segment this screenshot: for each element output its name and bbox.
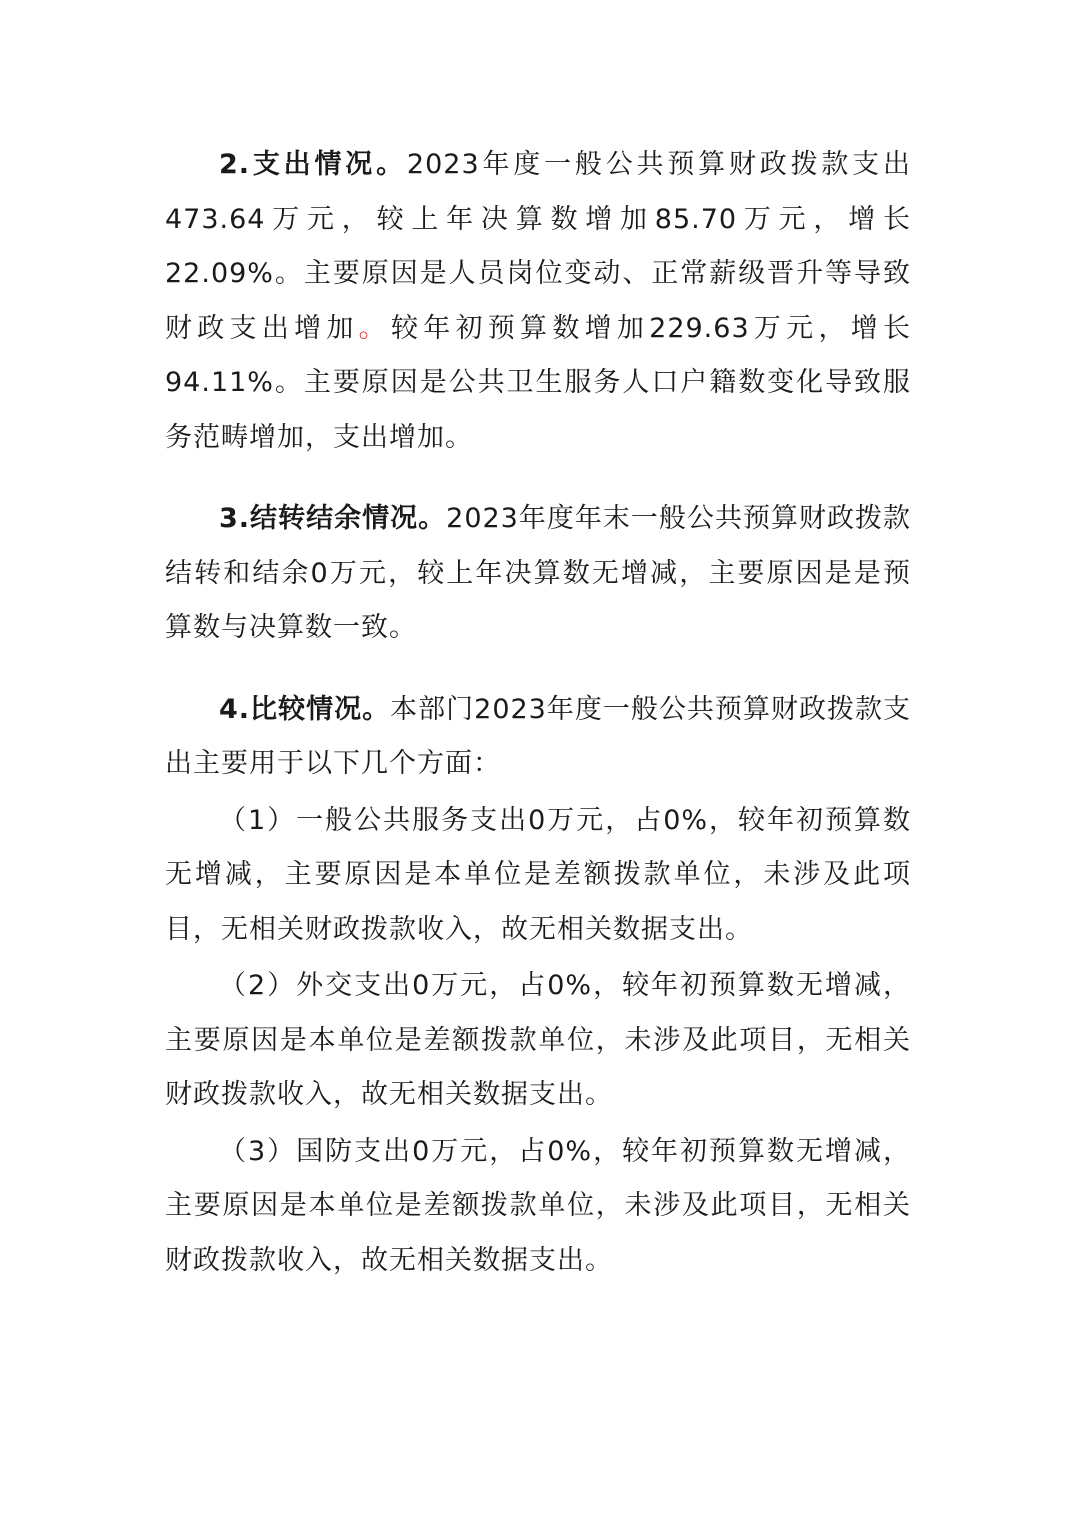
heading-comparison: 4.比较情况。	[219, 693, 391, 725]
comparison-text: 本部门2023年度一般公共预算财政拨款支出主要用于以下几个方面：	[165, 693, 911, 779]
expenditure-red-period: 。	[358, 312, 391, 344]
paragraph-carryover	[165, 492, 911, 656]
list-item-general-public-services: （1）一般公共服务支出0万元，占0%，较年初预算数无增减，主要原因是本单位是差额拨款单位，未涉及此项目，无相关财政拨款收入，故无相关数据支出。	[165, 804, 911, 945]
list-item-foreign-affairs: （2）外交支出0万元，占0%，较年初预算数无增减，主要原因是本单位是差额拨款单位，未涉及此项目，无相关财政拨款收入，故无相关数据支出。	[165, 970, 911, 1110]
heading-carryover: 3.结转结余情况。	[219, 503, 447, 534]
list-item-national-defense: （3）国防支出0万元，占0%，较年初预算数无增减，主要原因是本单位是差额拨款单位，未涉及此项目，无相关财政拨款收入，故无相关数据支出。	[165, 1135, 911, 1276]
heading-expenditure: 2.支出情况。	[219, 149, 407, 180]
paragraph-comparison	[165, 683, 911, 792]
expenditure-text-part2: 较年初预算数增加229.63万元，增长94.11%。主要原因是公共卫生服务人口户籍数变化导致服务范畴增加，支出增加。	[165, 312, 911, 453]
carryover-text: 2023年度年末一般公共预算财政拨款结转和结余0万元，较上年决算数无增减，主要原因是是预算数与决算数一致。	[165, 503, 912, 643]
expenditure-text-part1: 2023年度一般公共预算财政拨款支出473.64万元，较上年决算数增加85.70万元，增长22.09%。主要原因是人员岗位变动、正常薪级晋升等导致财政支出增加	[165, 149, 911, 344]
document-body	[165, 138, 911, 1288]
paragraph-expenditure	[165, 138, 911, 465]
